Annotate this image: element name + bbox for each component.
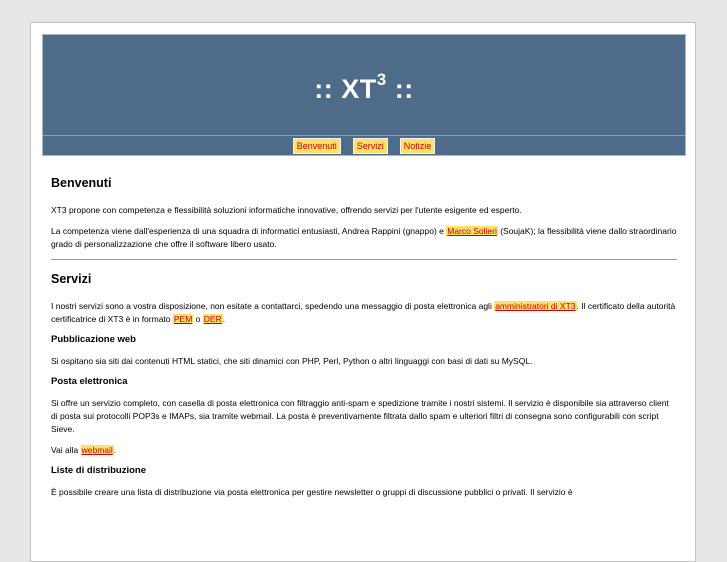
benvenuti-paragraph-2 <box>51 225 677 251</box>
benvenuti-paragraph-1: XT3 propone con competenza e flessibilità soluzioni informatiche innovative, offrendo servizi per l'utente esigente ed esperto. <box>51 205 522 215</box>
main-content <box>51 176 677 507</box>
site-title-superscript: 3 <box>376 70 387 89</box>
servizi-text-end: . <box>222 314 226 324</box>
posta-text: Si offre un servizio completo, con casella di posta elettronica con filtraggio anti-spam e spedizione tramite i nostri sistemi. Il servizio è disponibile sia attraverso client di posta sui protocolli POP3s e IMAPs, sia tramite webmail. La posta è preventivamente filtrata dallo spam e ulteriori filtri di consegna sono configurabili con script Sieve. <box>51 398 669 434</box>
main-nav <box>43 138 685 154</box>
benvenuti-p2-text-after: (SoujaK); la flessibilità viene dallo straordinario grado di personalizzazione che offre il software libero usato. <box>51 226 677 249</box>
site-title-suffix: :: <box>386 74 414 104</box>
benvenuti-p2-text-before: La competenza viene dall'esperienza di una squadra di informatici entusiasti, Andrea Rappini (gnappo) e <box>51 226 447 236</box>
marco-solieri-link[interactable]: Marco Solieri <box>447 226 497 236</box>
webmail-paragraph <box>51 444 677 457</box>
nav-link-benvenuti[interactable]: Benvenuti <box>293 138 341 154</box>
page-container <box>30 22 696 562</box>
benvenuti-heading: Benvenuti <box>51 176 112 190</box>
servizi-heading: Servizi <box>51 272 92 286</box>
amministratori-link[interactable]: amministratori di XT3 <box>495 301 576 311</box>
der-link[interactable]: DER <box>203 314 222 324</box>
posta-heading: Posta elettronica <box>51 376 128 387</box>
pubblicazione-heading: Pubblicazione web <box>51 334 136 345</box>
liste-heading: Liste di distribuzione <box>51 465 147 476</box>
liste-text: È possibile creare una lista di distribuzione via posta elettronica per gestire newsletter o gruppi di discussione pubblici o privati. Il servizio è <box>51 487 573 497</box>
nav-link-notizie[interactable]: Notizie <box>400 138 436 154</box>
webmail-text-before: Vai alla <box>51 445 81 455</box>
pem-link[interactable]: PEM <box>173 314 193 324</box>
servizi-text-mid: . Il certificato della autorità certificatrice di XT3 è in formato <box>51 301 676 324</box>
site-title <box>43 70 685 105</box>
webmail-text-after: . <box>113 445 117 455</box>
pubblicazione-text: Si ospitano sia siti dai contenuti HTML statici, che siti dinamici con PHP, Perl, Python o altri linguaggi con basi di dati su MySQL. <box>51 356 533 366</box>
webmail-link[interactable]: webmail <box>81 445 113 455</box>
section-divider <box>51 259 677 260</box>
nav-link-servizi[interactable]: Servizi <box>353 138 388 154</box>
site-title-prefix: :: XT <box>314 74 377 104</box>
site-header <box>42 34 686 156</box>
nav-divider <box>43 135 685 136</box>
servizi-text-before: I nostri servizi sono a vostra disposizione, non esitate a contattarci, spedendo una messaggio di posta elettronica agli <box>51 301 495 311</box>
servizi-text-or: o <box>193 314 203 324</box>
servizi-paragraph <box>51 300 677 326</box>
